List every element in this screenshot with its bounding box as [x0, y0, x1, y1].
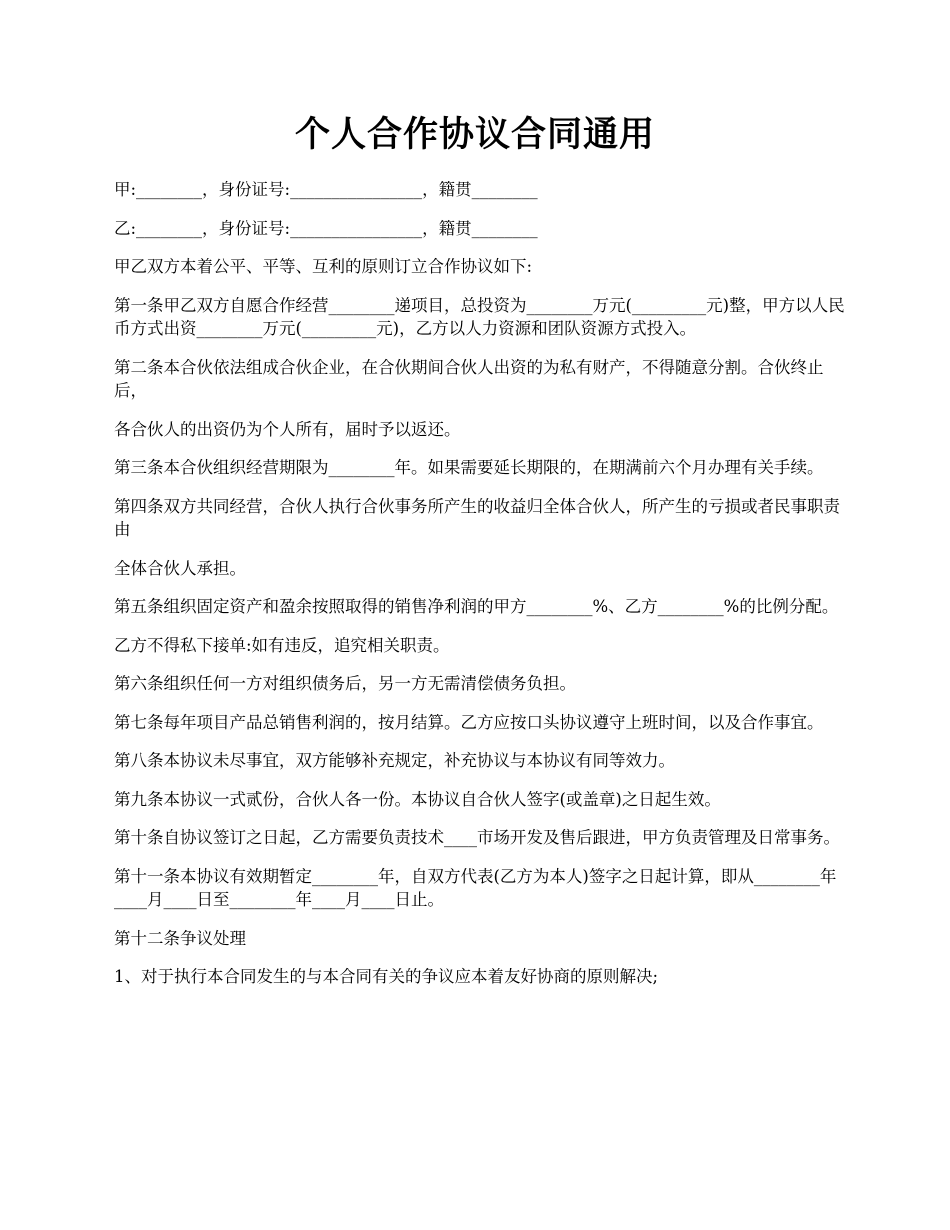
article-4: 第四条双方共同经营，合伙人执行合伙事务所产生的收益归全体合伙人，所产生的亏损或者民事职责由 — [114, 496, 840, 539]
article-5: 第五条组织固定资产和盈余按照取得的销售净利润的甲方________%、乙方________%的比例分配。 — [114, 597, 839, 616]
article-1: 第一条甲乙双方自愿合作经营________递项目，总投资为________万元(_________元)整，甲方以人民币方式出资________万元(_________元)，乙方以人力资源和团队资源方式投入。 — [114, 295, 845, 338]
party-a-line: 甲:________，身份证号:________________，籍贯________ — [114, 180, 538, 199]
article-10: 第十条自协议签订之日起，乙方需要负责技术____市场开发及售后跟进，甲方负责管理及日常事务。 — [114, 828, 840, 847]
preamble: 甲乙双方本着公平、平等、互利的原则订立合作协议如下: — [114, 257, 533, 276]
article-12-item-1: 1、对于执行本合同发生的与本合同有关的争议应本着友好协商的原则解决; — [114, 967, 659, 986]
document-body — [114, 178, 849, 1004]
article-11: 第十一条本协议有效期暂定________年，自双方代表(乙方为本人)签字之日起计算，即从________年____月____日至________年____月____日止。 — [114, 866, 837, 909]
article-2-continued: 各合伙人的出资仍为个人所有，届时予以返还。 — [114, 419, 461, 439]
article-4-continued: 全体合伙人承担。 — [114, 558, 246, 578]
document-title: 个人合作协议合同通用 — [294, 114, 655, 155]
article-2: 第二条本合伙依法组成合伙企业，在合伙期间合伙人出资的为私有财产，不得随意分割。合伙终止后， — [114, 357, 824, 400]
article-9: 第九条本协议一式贰份，合伙人各一份。本协议自合伙人签字(或盖章)之日起生效。 — [114, 789, 721, 809]
article-3: 第三条本合伙组织经营期限为________年。如果需要延长期限的，在期满前六个月办理有关手续。 — [114, 458, 824, 477]
article-5-note: 乙方不得私下接单:如有违反，追究相关职责。 — [114, 635, 450, 655]
article-12-heading: 第十二条争议处理 — [114, 928, 246, 948]
article-8: 第八条本协议未尽事宜，双方能够补充规定，补充协议与本协议有同等效力。 — [114, 751, 675, 770]
party-b-line: 乙:________，身份证号:________________，籍贯________ — [114, 218, 538, 238]
article-7: 第七条每年项目产品总销售利润的，按月结算。乙方应按口头协议遵守上班时间，以及合作事宜。 — [114, 712, 824, 732]
article-6: 第六条组织任何一方对组织债务后，另一方无需清偿债务负担。 — [114, 674, 576, 693]
